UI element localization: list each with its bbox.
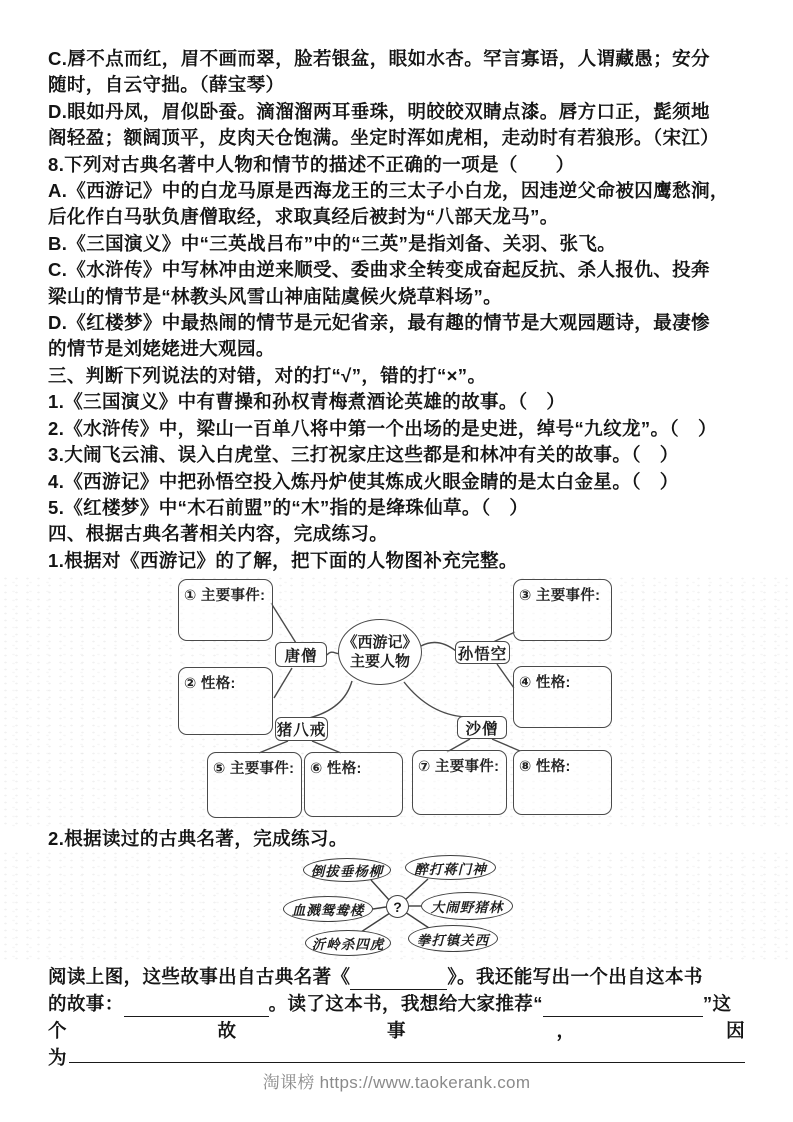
fill-in-line2-pre: 的故事： — [48, 993, 124, 1014]
fill-blank-story-name — [124, 998, 269, 1017]
token-gu: 故 — [217, 1020, 237, 1041]
judge-item-5: 5.《红楼梦》中“木石前盟”的“木”指的是绛珠仙草。（ ） — [48, 496, 529, 518]
fill-in-line1-post: 》。我还能写出一个出自这本书 — [447, 966, 703, 987]
story-bubble-yiling-shasihu: 沂岭杀四虎 — [305, 930, 391, 956]
option-c-line2: 随时，自云守拙。（薛宝琴） — [48, 74, 285, 96]
token-yin: 因 — [726, 1020, 745, 1041]
footer-watermark: 淘课榜 https://www.taokerank.com — [262, 1073, 531, 1092]
site-footer — [0, 1068, 793, 1093]
mindmap-box-zhubajie-events: ⑤ 主要事件: — [207, 752, 302, 818]
judge-item-3: 3.大闹飞云浦、误入白虎堂、三打祝家庄这些都是和林冲有关的故事。（ ） — [48, 444, 679, 466]
mindmap-center-subtitle: 主要人物 — [349, 653, 410, 670]
section-4-q2: 2.根据读过的古典名著，完成练习。 — [48, 828, 348, 849]
story-bubble-zuida-jiangmenshen: 醉打蒋门神 — [405, 855, 496, 880]
token-ge: 个 — [48, 1020, 67, 1041]
xiyouji-character-mindmap — [0, 575, 793, 827]
mindmap-node-sunwukong: 孙悟空 — [455, 641, 510, 664]
mindmap-box-tangseng-events: ① 主要事件: — [178, 579, 273, 641]
q8-option-d-line2: 的情节是刘姥姥进大观园。 — [48, 338, 275, 360]
mindmap-box-zhubajie-personality: ⑥ 性格: — [304, 752, 403, 817]
option-d-line2: 阁轻盈；额阔顶平，皮肉天仓饱满。坐定时浑如虎相，走动时有若狼形。（宋江） — [48, 127, 720, 149]
option-c-line1: C.唇不点而红，眉不画而翠，脸若银盆，眼如水杏。罕言寡语，人谓藏愚；安分 — [48, 48, 710, 69]
story-bubble-danao-yezhulin: 大闹野猪林 — [421, 892, 513, 920]
fill-blank-book-title — [350, 971, 447, 990]
mindmap-node-shaseng: 沙僧 — [457, 716, 507, 739]
token-shi: 事 — [387, 1020, 406, 1041]
fill-blank-reason — [69, 1044, 745, 1063]
story-bubble-quanda-zhenguanxi: 拳打镇关西 — [408, 925, 498, 952]
section-4-q2-block — [48, 826, 748, 852]
token-comma: ， — [556, 1020, 576, 1041]
mindmap-node-zhubajie: 猪八戒 — [275, 717, 328, 741]
main-text-block — [48, 46, 748, 574]
fill-in-line1-pre: 阅读上图，这些故事出自古典名著《 — [48, 966, 351, 987]
section-3-heading: 三、判断下列说法的对错，对的打“√”，错的打“×”。 — [48, 364, 487, 386]
q8-option-a-line2: 后化作白马驮负唐僧取经，求取真经后被封为“八部天龙马”。 — [48, 206, 559, 228]
judge-item-4: 4.《西游记》中把孙悟空投入炼丹炉使其炼成火眼金睛的是太白金星。（ ） — [48, 470, 679, 492]
fill-in-line2-mid: 。读了这本书，我想给大家推荐“ — [268, 993, 543, 1014]
q8-option-c-line2: 梁山的情节是“林教头风雪山神庙陆虞候火烧草料场”。 — [48, 285, 503, 307]
mindmap-box-sunwukong-events: ③ 主要事件: — [513, 579, 612, 641]
judge-item-2: 2.《水浒传》中，梁山一百单八将中第一个出场的是史进，绰号“九纹龙”。（ ） — [48, 417, 717, 439]
q8-option-c-line1: C.《水浒传》中写林冲由逆来顺受、委曲求全转变成奋起反抗、杀人报仇、投奔 — [48, 259, 710, 281]
q8-option-a-line1: A.《西游记》中的白龙马原是西海龙王的三太子小白龙，因违逆父命被囚鹰愁涧， — [48, 180, 729, 202]
mindmap-node-tangseng: 唐僧 — [275, 642, 327, 667]
fill-in-line-4 — [48, 1044, 745, 1071]
fill-in-section — [48, 963, 745, 1071]
section-4-q1: 1.根据对《西游记》的了解，把下面的人物图补充完整。 — [48, 549, 518, 571]
mindmap-box-sunwukong-personality: ④ 性格: — [513, 666, 612, 728]
mindmap-center-title: 《西游记》 — [342, 634, 418, 651]
q8-option-d-line1: D.《红楼梦》中最热闹的情节是元妃省亲，最有趣的情节是大观园题诗，最凄惨 — [48, 312, 710, 334]
fill-in-line4-pre: 为 — [48, 1047, 67, 1068]
story-bubble-daoba-chuiyangliu: 倒拔垂杨柳 — [303, 858, 391, 882]
mindmap-center-node — [338, 619, 422, 685]
story-bubble-diagram — [0, 850, 793, 962]
question-8: 8.下列对古典名著中人物和情节的描述不正确的一项是（ ） — [48, 153, 575, 175]
mindmap-box-tangseng-personality: ② 性格: — [178, 667, 273, 735]
question-mark-circle: ? — [386, 895, 409, 918]
fill-in-line-2 — [48, 990, 745, 1017]
q8-option-b: B.《三国演义》中“三英战吕布”中的“三英”是指刘备、关羽、张飞。 — [48, 232, 617, 254]
fill-in-line2-post: ”这 — [702, 993, 732, 1014]
story-bubble-xuejian-yuanyanglou: 血溅鸳鸯楼 — [283, 896, 373, 922]
fill-in-line-1 — [48, 963, 745, 990]
option-d-line1: D.眼如丹凤，眉似卧蚕。滴溜溜两耳垂珠，明皎皎双睛点漆。唇方口正，髭须地 — [48, 100, 710, 122]
section-4-heading: 四、根据古典名著相关内容，完成练习。 — [48, 523, 389, 545]
judge-item-1: 1.《三国演义》中有曹操和孙权青梅煮酒论英雄的故事。（ ） — [48, 391, 566, 413]
mindmap-box-shaseng-personality: ⑧ 性格: — [513, 750, 612, 815]
mindmap-box-shaseng-events: ⑦ 主要事件: — [412, 750, 507, 815]
fill-blank-recommend-story — [543, 998, 703, 1017]
fill-in-line-3 — [48, 1017, 745, 1044]
